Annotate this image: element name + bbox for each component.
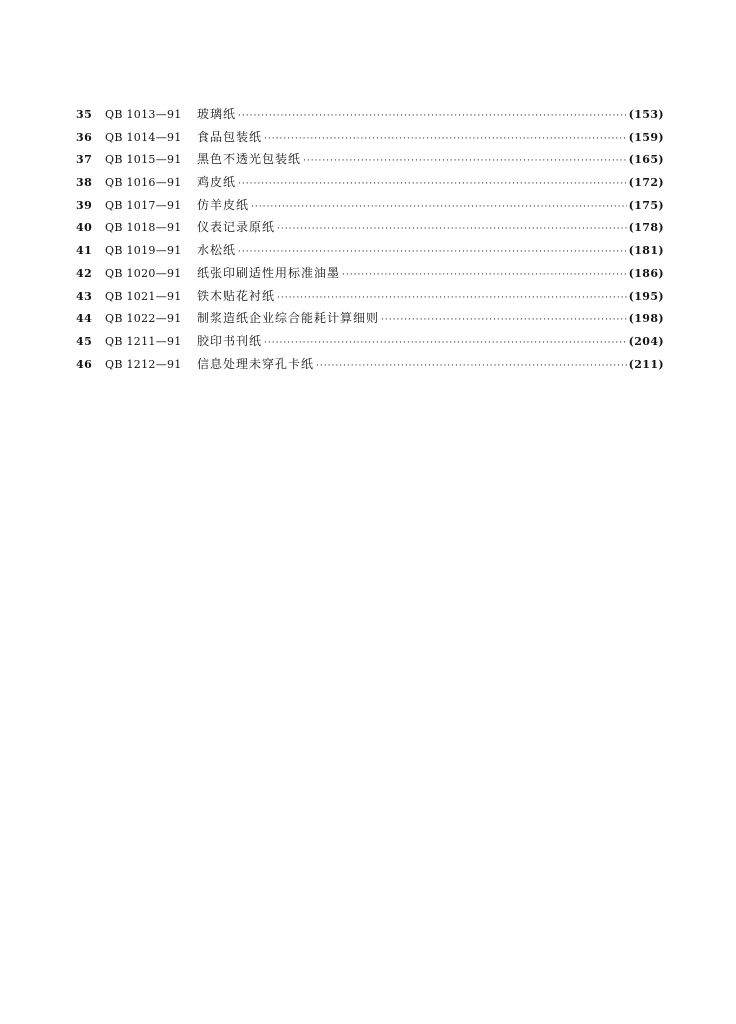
standard-code: QB 1017—91 [105, 198, 182, 212]
entry-number: 43 [76, 289, 93, 303]
page-number: (165) [628, 153, 664, 167]
toc-entry [76, 150, 664, 173]
standard-code: QB 1019—91 [105, 244, 182, 258]
entry-title: 胶印书刊纸 [197, 333, 263, 348]
entry-title: 黑色不透光包装纸 [197, 152, 302, 167]
dot-leader [342, 270, 627, 280]
standard-code: QB 1014—91 [105, 130, 182, 144]
page-number: (153) [628, 108, 664, 121]
toc-entry [76, 241, 664, 264]
entry-number: 46 [76, 357, 93, 371]
toc-entry [76, 309, 664, 332]
standard-code: QB 1020—91 [105, 266, 182, 280]
entry-number: 45 [76, 334, 93, 348]
page-number: (195) [628, 289, 664, 303]
entry-title: 纸张印刷适性用标准油墨 [197, 265, 341, 280]
entry-title: 信息处理未穿孔卡纸 [197, 356, 315, 371]
entry-number: 37 [76, 153, 93, 167]
toc-entry [76, 105, 664, 128]
page-number: (159) [628, 130, 664, 144]
entry-number: 35 [76, 108, 93, 121]
standard-code: QB 1211—91 [105, 334, 182, 348]
standard-code: QB 1016—91 [105, 176, 182, 190]
page-number: (178) [628, 221, 664, 235]
dot-leader [251, 202, 627, 212]
standard-code: QB 1015—91 [105, 153, 182, 167]
entry-number: 41 [76, 244, 93, 258]
toc-entry [76, 355, 664, 378]
page-number: (198) [628, 312, 664, 326]
page-number: (175) [628, 198, 664, 212]
page-number: (172) [628, 176, 664, 190]
entry-number: 44 [76, 312, 93, 326]
page-number: (204) [628, 334, 664, 348]
dot-leader [264, 134, 627, 144]
table-of-contents [76, 105, 664, 377]
entry-title: 水松纸 [197, 243, 237, 258]
standard-code: QB 1018—91 [105, 221, 182, 235]
entry-number: 42 [76, 266, 93, 280]
toc-entry [76, 196, 664, 219]
entry-title: 食品包装纸 [197, 129, 263, 144]
dot-leader [238, 179, 627, 189]
dot-leader [381, 315, 627, 325]
entry-title: 制浆造纸企业综合能耗计算细则 [197, 311, 380, 326]
dot-leader [238, 111, 627, 121]
entry-number: 36 [76, 130, 93, 144]
entry-title: 铁木贴花衬纸 [197, 288, 276, 303]
standard-code: QB 1022—91 [105, 312, 182, 326]
page-number: (181) [628, 244, 664, 258]
toc-entry [76, 264, 664, 287]
entry-title: 仿羊皮纸 [197, 197, 250, 212]
toc-entry [76, 332, 664, 355]
entry-number: 38 [76, 176, 93, 190]
standard-code: QB 1013—91 [105, 108, 182, 121]
page-number: (211) [628, 357, 664, 371]
page-number: (186) [628, 266, 664, 280]
dot-leader [316, 361, 627, 371]
entry-title: 鸡皮纸 [197, 175, 237, 190]
dot-leader [277, 293, 627, 303]
standard-code: QB 1021—91 [105, 289, 182, 303]
toc-entry [76, 218, 664, 241]
toc-entry [76, 173, 664, 196]
entry-title: 仪表记录原纸 [197, 220, 276, 235]
entry-title: 玻璃纸 [197, 107, 237, 121]
dot-leader [264, 338, 627, 348]
entry-number: 40 [76, 221, 93, 235]
dot-leader [277, 224, 627, 234]
toc-entry [76, 128, 664, 151]
standard-code: QB 1212—91 [105, 357, 182, 371]
toc-entry [76, 287, 664, 310]
dot-leader [238, 247, 627, 257]
entry-number: 39 [76, 198, 93, 212]
dot-leader [303, 156, 627, 166]
